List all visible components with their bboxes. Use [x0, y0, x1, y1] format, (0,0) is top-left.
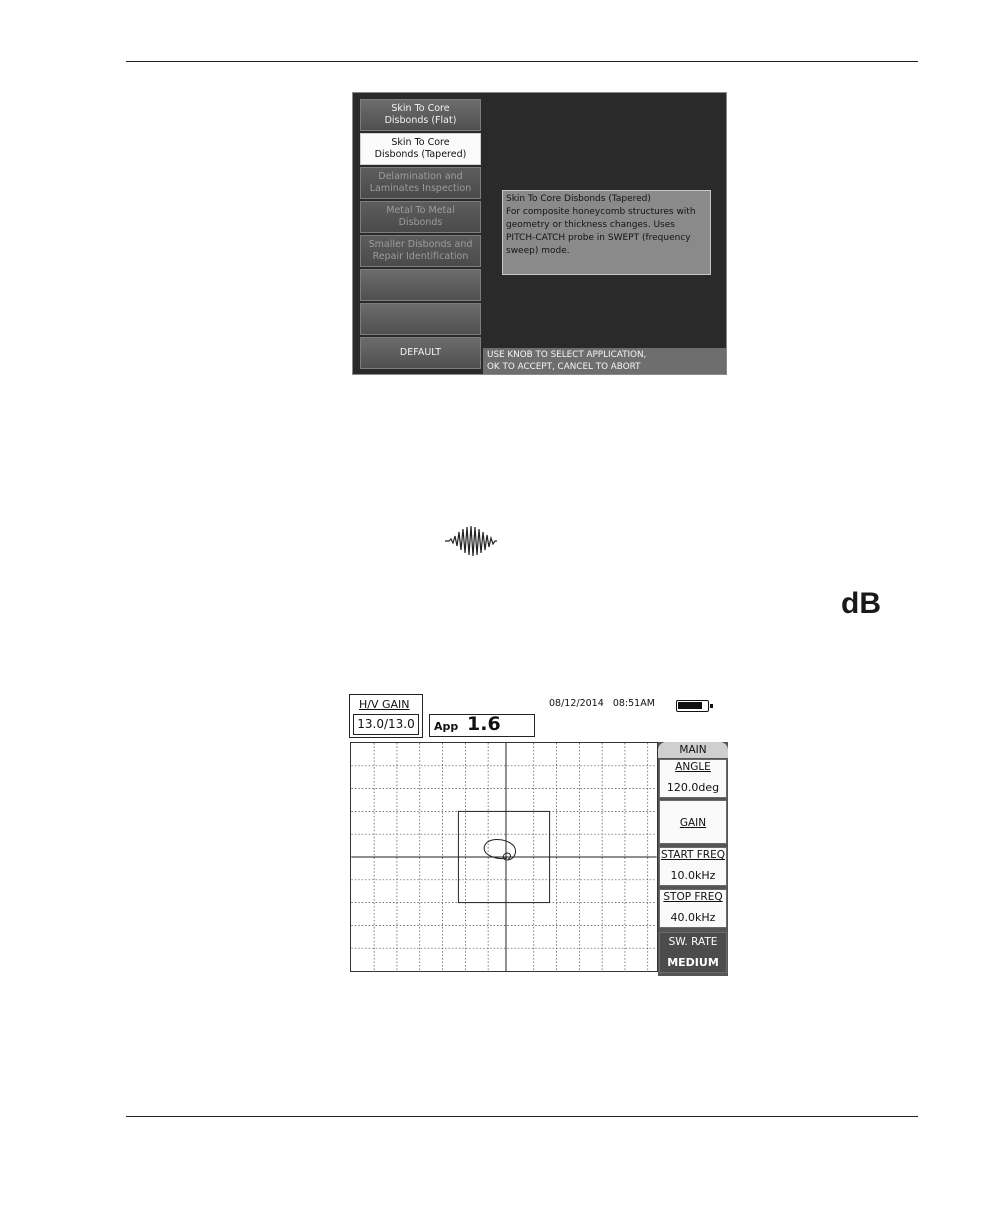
side-item-angle[interactable] [659, 759, 727, 798]
time: 08:51AM [612, 698, 655, 709]
hv-gain-value: 13.0/13.0 [353, 714, 419, 735]
impedance-display-screen [349, 694, 729, 976]
side-item-sweep-rate[interactable] [659, 932, 727, 973]
header-rule [126, 61, 918, 62]
application-description: Skin To Core Disbonds (Tapered) For composite honeycomb structures with geometry or thickness changes. Uses PITCH-CATCH probe in SWEPT (frequency sweep) mode. [502, 190, 711, 275]
hv-gain-panel [349, 694, 423, 738]
side-menu-title: MAIN [658, 742, 728, 758]
menu-item-smaller-disbonds[interactable]: Smaller Disbonds and Repair Identification [360, 235, 481, 267]
menu-item-empty-1[interactable] [360, 269, 481, 301]
default-button[interactable]: DEFAULT [360, 337, 481, 369]
application-select-screen [352, 92, 727, 375]
menu-item-delamination[interactable]: Delamination and Laminates Inspection [360, 167, 481, 199]
side-item-start-freq[interactable] [659, 847, 727, 886]
sweep-rate-label: SW. RATE [668, 936, 718, 948]
swept-signal-icon [445, 524, 497, 558]
gain-label: GAIN [679, 817, 707, 829]
impedance-plane-grid [350, 742, 658, 972]
menu-item-skin-to-core-tapered[interactable]: Skin To Core Disbonds (Tapered) [360, 133, 481, 165]
app-value: 1.6 [467, 713, 501, 735]
date-time [549, 698, 655, 709]
angle-value: 120.0deg [666, 781, 720, 794]
start-freq-value: 10.0kHz [670, 869, 716, 882]
date: 08/12/2014 [549, 698, 604, 709]
battery-level [678, 702, 702, 709]
app-readout [429, 714, 535, 737]
menu-item-metal-to-metal[interactable]: Metal To Metal Disbonds [360, 201, 481, 233]
menu-item-skin-to-core-flat[interactable]: Skin To Core Disbonds (Flat) [360, 99, 481, 131]
side-item-stop-freq[interactable] [659, 889, 727, 928]
angle-label: ANGLE [675, 761, 711, 773]
menu-item-empty-2[interactable] [360, 303, 481, 335]
battery-tip [710, 704, 713, 708]
instruction-bar: USE KNOB TO SELECT APPLICATION, OK TO ACCEPT, CANCEL TO ABORT [483, 348, 726, 374]
sweep-rate-value: MEDIUM [667, 956, 719, 969]
db-symbol: dB [841, 587, 881, 620]
app-label: App [434, 720, 459, 733]
side-menu [658, 742, 728, 976]
side-item-gain[interactable] [659, 800, 727, 844]
footer-rule [126, 1116, 918, 1117]
battery-icon [676, 700, 709, 712]
start-freq-label: START FREQ [661, 849, 725, 861]
hv-gain-label: H/V GAIN [359, 698, 410, 711]
stop-freq-value: 40.0kHz [670, 911, 716, 924]
stop-freq-label: STOP FREQ [663, 891, 723, 903]
